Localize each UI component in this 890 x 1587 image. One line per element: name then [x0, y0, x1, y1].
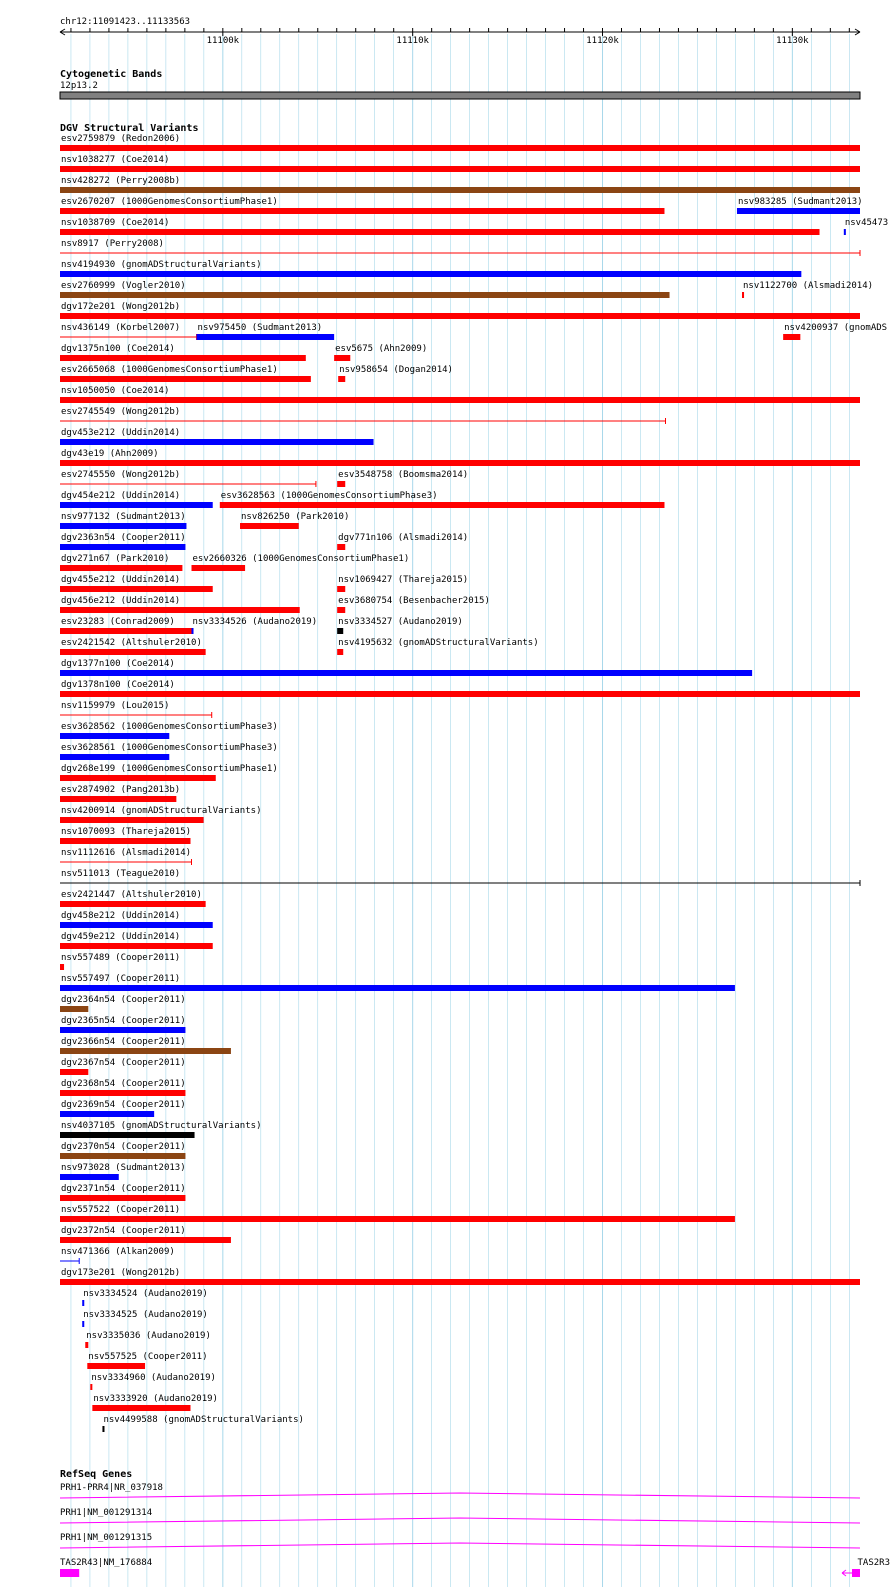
track-title-dgv: DGV Structural Variants: [60, 123, 199, 134]
feature-bar[interactable]: [60, 670, 752, 676]
refseq-features: [60, 1483, 890, 1577]
ruler-tick-label: 11110k: [396, 36, 429, 46]
feature-bar[interactable]: [337, 628, 343, 634]
feature-label: dgv271n67 (Park2010): [61, 554, 170, 564]
feature-label: dgv459e212 (Uddin2014): [61, 932, 181, 942]
feature-label: esv2745550 (Wong2012b): [61, 470, 181, 480]
feature-bar[interactable]: [60, 1006, 88, 1012]
feature-bar[interactable]: [90, 1384, 92, 1390]
feature-label: dgv172e201 (Wong2012b): [61, 302, 181, 312]
feature-label: nsv4499588 (gnomADStructuralVariants): [103, 1415, 304, 1425]
gene-intron[interactable]: [60, 1543, 860, 1548]
locus-label: chr12:11091423..11133563: [60, 17, 191, 27]
feature-label: dgv173e201 (Wong2012b): [61, 1268, 181, 1278]
feature-bar[interactable]: [60, 397, 860, 403]
feature-label: esv3680754 (Besenbacher2015): [338, 596, 490, 606]
cytoband-label: 12p13.2: [60, 81, 98, 91]
cytoband-segment: [60, 92, 860, 99]
feature-bar[interactable]: [334, 355, 350, 361]
feature-label: dgv43e19 (Ahn2009): [61, 449, 159, 459]
feature-bar[interactable]: [60, 649, 206, 655]
feature-label: dgv2369n54 (Cooper2011): [61, 1100, 186, 1110]
feature-label: nsv977132 (Sudmant2013): [61, 512, 186, 522]
ruler: [60, 17, 860, 46]
feature-label: dgv454e212 (Uddin2014): [61, 491, 181, 501]
feature-bar[interactable]: [737, 208, 860, 214]
feature-label: esv2759879 (Redon2006): [61, 134, 181, 144]
feature-bar[interactable]: [102, 1426, 104, 1432]
feature-label: dgv455e212 (Uddin2014): [61, 575, 181, 585]
feature-bar[interactable]: [60, 985, 735, 991]
feature-bar[interactable]: [60, 187, 860, 193]
feature-label: esv2421447 (Altshuler2010): [61, 890, 202, 900]
feature-label: esv23283 (Conrad2009): [61, 617, 175, 627]
track-cytoband: [60, 68, 860, 99]
feature-bar[interactable]: [60, 523, 186, 529]
feature-label: nsv1069427 (Thareja2015): [338, 575, 469, 585]
feature-bar[interactable]: [60, 1111, 154, 1117]
feature-bar[interactable]: [60, 1195, 185, 1201]
track-title-cytoband: Cytogenetic Bands: [60, 69, 163, 80]
feature-label: dgv2366n54 (Cooper2011): [61, 1037, 186, 1047]
ruler-tick-label: 11120k: [586, 36, 619, 46]
feature-label: dgv456e212 (Uddin2014): [61, 596, 181, 606]
feature-label: nsv3333920 (Audano2019): [93, 1394, 218, 1404]
feature-bar[interactable]: [60, 1237, 231, 1243]
feature-bar[interactable]: [60, 691, 860, 697]
feature-bar[interactable]: [85, 1342, 88, 1348]
feature-bar[interactable]: [60, 1153, 185, 1159]
feature-bar[interactable]: [60, 964, 64, 970]
track-title-refseq: RefSeq Genes: [60, 1469, 133, 1480]
feature-bar[interactable]: [60, 229, 820, 235]
feature-bar[interactable]: [60, 271, 801, 277]
feature-label: esv2665068 (1000GenomesConsortiumPhase1): [61, 365, 278, 375]
feature-label: nsv557497 (Cooper2011): [61, 974, 181, 984]
feature-label: nsv973028 (Sudmant2013): [61, 1163, 186, 1173]
feature-label: nsv975450 (Sudmant2013): [197, 323, 323, 333]
feature-bar[interactable]: [337, 649, 343, 655]
gene-label: PRH1|NM_001291314: [60, 1508, 153, 1518]
feature-label: dgv453e212 (Uddin2014): [61, 428, 181, 438]
feature-bar[interactable]: [60, 796, 176, 802]
feature-bar[interactable]: [60, 838, 190, 844]
feature-bar[interactable]: [60, 166, 860, 172]
feature-bar[interactable]: [60, 586, 213, 592]
gene-exon[interactable]: [852, 1569, 860, 1577]
feature-label: dgv2364n54 (Cooper2011): [61, 995, 186, 1005]
feature-bar[interactable]: [240, 523, 299, 529]
feature-label: nsv436149 (Korbel2007): [61, 323, 181, 333]
feature-bar[interactable]: [60, 1048, 231, 1054]
feature-bar[interactable]: [337, 586, 345, 592]
ruler-tick-label: 11100k: [206, 36, 240, 46]
feature-bar[interactable]: [60, 607, 300, 613]
feature-label: esv3628563 (1000GenomesConsortiumPhase3): [220, 491, 438, 501]
feature-bar[interactable]: [742, 292, 744, 298]
feature-label: nsv4037105 (gnomADStructuralVariants): [61, 1121, 262, 1131]
gene-label: TAS2R3: [857, 1558, 890, 1568]
feature-label: esv3628561 (1000GenomesConsortiumPhase3): [61, 743, 278, 753]
feature-label: nsv557522 (Cooper2011): [61, 1205, 181, 1215]
feature-label: esv2670207 (1000GenomesConsortiumPhase1): [61, 197, 278, 207]
feature-bar[interactable]: [60, 1174, 119, 1180]
feature-label: nsv4195632 (gnomADStructuralVariants): [338, 638, 539, 648]
feature-bar[interactable]: [60, 376, 311, 382]
feature-bar[interactable]: [60, 208, 664, 214]
feature-bar[interactable]: [60, 733, 169, 739]
feature-label: dgv2367n54 (Cooper2011): [61, 1058, 186, 1068]
feature-label: nsv45473: [844, 218, 889, 228]
feature-bar[interactable]: [60, 1027, 185, 1033]
feature-bar[interactable]: [82, 1321, 84, 1327]
feature-bar[interactable]: [60, 565, 182, 571]
track-dgv: [60, 122, 888, 1432]
feature-label: nsv3334527 (Audano2019): [338, 617, 463, 627]
feature-label: nsv428272 (Perry2008b): [61, 176, 181, 186]
feature-label: esv2660326 (1000GenomesConsortiumPhase1): [192, 554, 410, 564]
feature-label: esv3628562 (1000GenomesConsortiumPhase3): [61, 722, 278, 732]
feature-bar[interactable]: [60, 1132, 195, 1138]
feature-label: nsv4200914 (gnomADStructuralVariants): [61, 806, 262, 816]
feature-bar[interactable]: [60, 502, 213, 508]
feature-label: esv5675 (Ahn2009): [335, 344, 428, 354]
track-refseq: [60, 1469, 890, 1577]
feature-bar[interactable]: [60, 943, 213, 949]
feature-label: nsv1038709 (Coe2014): [61, 218, 170, 228]
feature-bar[interactable]: [82, 1300, 84, 1306]
gene-exon[interactable]: [60, 1569, 79, 1577]
feature-label: dgv2368n54 (Cooper2011): [61, 1079, 186, 1089]
feature-label: dgv2371n54 (Cooper2011): [61, 1184, 186, 1194]
feature-bar[interactable]: [60, 145, 860, 151]
feature-label: esv2421542 (Altshuler2010): [61, 638, 202, 648]
feature-bar[interactable]: [60, 1279, 860, 1285]
feature-bar[interactable]: [60, 355, 306, 361]
feature-bar[interactable]: [337, 544, 345, 550]
feature-label: dgv1378n100 (Coe2014): [61, 680, 175, 690]
feature-label: dgv2372n54 (Cooper2011): [61, 1226, 186, 1236]
feature-bar[interactable]: [192, 628, 194, 634]
feature-bar[interactable]: [60, 1069, 88, 1075]
feature-bar[interactable]: [60, 901, 206, 907]
feature-bar[interactable]: [220, 502, 665, 508]
feature-bar[interactable]: [337, 607, 345, 613]
feature-label: dgv458e212 (Uddin2014): [61, 911, 181, 921]
feature-label: nsv3335036 (Audano2019): [86, 1331, 211, 1341]
feature-label: dgv2370n54 (Cooper2011): [61, 1142, 186, 1152]
feature-label: nsv958654 (Dogan2014): [339, 365, 453, 375]
feature-bar[interactable]: [60, 544, 185, 550]
feature-bar[interactable]: [60, 1090, 185, 1096]
feature-label: nsv3334960 (Audano2019): [91, 1373, 216, 1383]
feature-label: nsv557525 (Cooper2011): [88, 1352, 208, 1362]
gene-label: PRH1-PRR4|NR_037918: [60, 1483, 163, 1493]
feature-bar[interactable]: [87, 1363, 145, 1369]
feature-label: nsv1070093 (Thareja2015): [61, 827, 192, 837]
feature-bar[interactable]: [338, 376, 345, 382]
feature-label: nsv471366 (Alkan2009): [61, 1247, 175, 1257]
gene-label: PRH1|NM_001291315: [60, 1533, 153, 1543]
gene-intron[interactable]: [60, 1493, 860, 1498]
cytoband-bar: [60, 92, 860, 99]
feature-label: dgv2363n54 (Cooper2011): [61, 533, 186, 543]
feature-label: dgv1377n100 (Coe2014): [61, 659, 175, 669]
feature-label: nsv4194930 (gnomADStructuralVariants): [61, 260, 262, 270]
feature-label: dgv1375n100 (Coe2014): [61, 344, 175, 354]
feature-bar[interactable]: [60, 1216, 735, 1222]
feature-label: esv2745549 (Wong2012b): [61, 407, 181, 417]
feature-label: dgv268e199 (1000GenomesConsortiumPhase1): [61, 764, 278, 774]
feature-bar[interactable]: [60, 817, 204, 823]
feature-bar[interactable]: [60, 775, 216, 781]
feature-bar[interactable]: [60, 922, 213, 928]
feature-bar[interactable]: [92, 1405, 190, 1411]
gene-intron[interactable]: [60, 1518, 860, 1523]
feature-bar[interactable]: [60, 460, 860, 466]
feature-label: nsv1122700 (Alsmadi2014): [743, 281, 874, 291]
feature-label: nsv4200937 (gnomADS: [784, 323, 888, 333]
feature-label: nsv826250 (Park2010): [241, 512, 350, 522]
ruler-ticks: [60, 28, 860, 46]
feature-label: nsv8917 (Perry2008): [61, 239, 164, 249]
feature-label: nsv511013 (Teague2010): [61, 869, 181, 879]
feature-label: nsv1112616 (Alsmadi2014): [61, 848, 192, 858]
feature-label: nsv1159979 (Lou2015): [61, 701, 170, 711]
feature-label: dgv771n106 (Alsmadi2014): [338, 533, 469, 543]
gene-label: TAS2R43|NM_176884: [60, 1558, 153, 1568]
feature-bar[interactable]: [783, 334, 800, 340]
feature-label: nsv3334526 (Audano2019): [192, 617, 318, 627]
dgv-features: [60, 134, 888, 1432]
feature-label: esv3548758 (Boomsma2014): [338, 470, 469, 480]
feature-label: nsv3334524 (Audano2019): [83, 1289, 208, 1299]
feature-bar[interactable]: [60, 754, 169, 760]
feature-label: nsv3334525 (Audano2019): [83, 1310, 208, 1320]
feature-label: esv2874902 (Pang2013b): [61, 785, 181, 795]
strand-arrow-icon: [842, 1570, 852, 1576]
feature-label: nsv1038277 (Coe2014): [61, 155, 170, 165]
feature-bar[interactable]: [60, 439, 374, 445]
feature-label: esv2760999 (Vogler2010): [61, 281, 186, 291]
feature-bar[interactable]: [844, 229, 846, 235]
feature-bar[interactable]: [337, 481, 345, 487]
feature-bar[interactable]: [60, 628, 192, 634]
feature-bar[interactable]: [60, 313, 860, 319]
feature-bar[interactable]: [60, 292, 670, 298]
feature-label: nsv1050050 (Coe2014): [61, 386, 170, 396]
ruler-tick-label: 11130k: [776, 36, 809, 46]
feature-label: dgv2365n54 (Cooper2011): [61, 1016, 186, 1026]
feature-label: nsv983285 (Sudmant2013): [737, 197, 863, 207]
feature-bar[interactable]: [197, 334, 335, 340]
feature-label: nsv557489 (Cooper2011): [61, 953, 181, 963]
feature-bar[interactable]: [192, 565, 246, 571]
